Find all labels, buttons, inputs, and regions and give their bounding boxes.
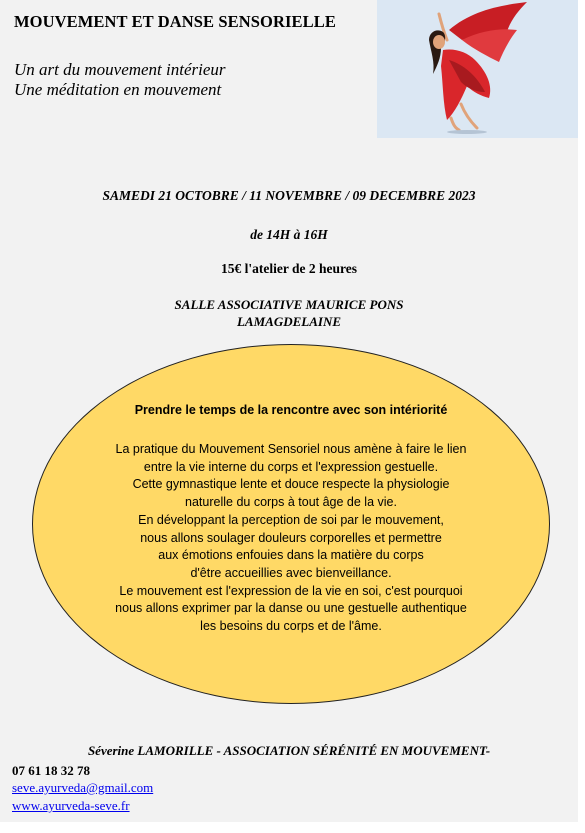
description-line: nous allons soulager douleurs corporelles et permettre bbox=[140, 530, 442, 545]
dancer-icon bbox=[377, 0, 578, 138]
event-dates: SAMEDI 21 OCTOBRE / 11 NOVEMBRE / 09 DECEMBRE 2023 bbox=[102, 188, 476, 203]
venue-name: SALLE ASSOCIATIVE MAURICE PONS bbox=[174, 297, 404, 312]
subtitle-line-1: Un art du mouvement intérieur bbox=[14, 60, 226, 79]
description-line: Cette gymnastique lente et douce respecte la physiologie bbox=[132, 477, 450, 492]
dancer-illustration bbox=[377, 0, 578, 138]
venue-town: LAMAGDELAINE bbox=[236, 314, 342, 329]
description-heading: Prendre le temps de la rencontre avec son intériorité bbox=[134, 403, 448, 417]
website-link[interactable]: www.ayurveda-seve.fr bbox=[12, 798, 130, 813]
description-text bbox=[32, 441, 550, 636]
phone-number: 07 61 18 32 78 bbox=[12, 763, 90, 778]
description-line: En développant la perception de soi par le mouvement, bbox=[138, 512, 444, 527]
description-line: nous allons exprimer par la danse ou une gestuelle authentique bbox=[115, 601, 467, 616]
event-price: 15€ l'atelier de 2 heures bbox=[221, 261, 357, 276]
subtitle-line-2: Une méditation en mouvement bbox=[14, 80, 222, 99]
description-line: La pratique du Mouvement Sensoriel nous amène à faire le lien bbox=[115, 442, 467, 456]
description-line: entre la vie interne du corps et l'expression gestuelle. bbox=[143, 459, 439, 474]
description-line: aux émotions enfouies dans la matière du corps bbox=[158, 548, 424, 563]
author-line: Séverine LAMORILLE - ASSOCIATION SÉRÉNITÉ EN MOUVEMENT- bbox=[87, 743, 491, 758]
page-title: MOUVEMENT ET DANSE SENSORIELLE bbox=[14, 12, 336, 31]
description-line: naturelle du corps à tout âge de la vie. bbox=[185, 495, 397, 510]
description-line: d'être accueillies avec bienveillance. bbox=[190, 565, 392, 580]
email-link[interactable]: seve.ayurveda@gmail.com bbox=[12, 780, 154, 795]
event-hours: de 14H à 16H bbox=[250, 227, 328, 242]
description-line: les besoins du corps et de l'âme. bbox=[200, 619, 382, 634]
description-line: Le mouvement est l'expression de la vie en soi, c'est pourquoi bbox=[119, 583, 463, 598]
